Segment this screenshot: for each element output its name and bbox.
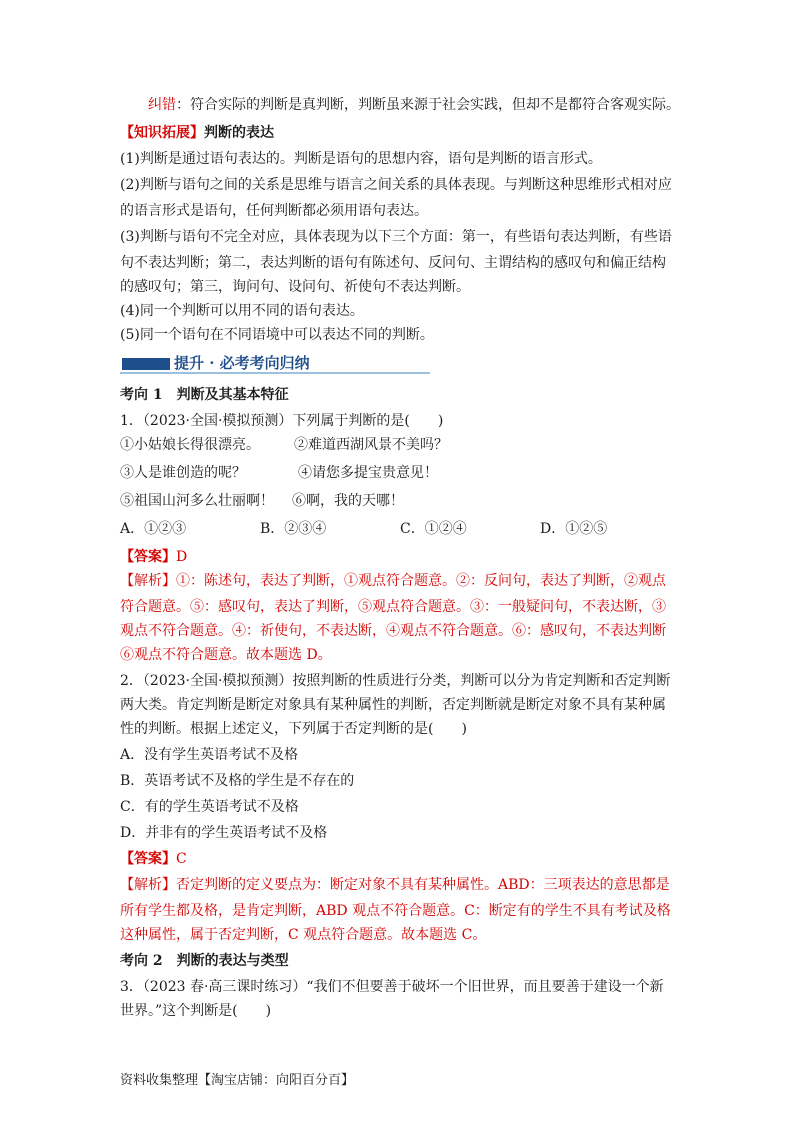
q2-analysis-text-1: 否定判断的定义要点为：断定对象不具有某种属性。ABD：三项表达的意思都是 bbox=[176, 877, 670, 893]
knowledge-heading bbox=[120, 120, 686, 146]
knowledge-line-6: 的感叹句；第三，询问句、设问句、祈使句不表达判断。 bbox=[120, 279, 470, 295]
knowledge-title: 判断的表达 bbox=[204, 125, 274, 141]
q1-analysis-line-3: 观点不符合题意。④：祈使句，不表达断，④观点不符合题意。⑥：感叹句，不表达判断 bbox=[120, 623, 666, 639]
q1-analysis-line-2: 符合题意。⑤：感叹句，表达了判断，⑤观点符合题意。③：一般疑问句，不表达断，③ bbox=[120, 599, 666, 615]
knowledge-line-2: (2)判断与语句之间的关系是思维与语言之间关系的具体表现。与判断这种思维形式相对应 bbox=[120, 177, 672, 193]
q2-analysis-tag: 【解析】 bbox=[120, 877, 176, 893]
q1-item-5: ⑤祖国山河多么壮丽啊！ bbox=[120, 493, 274, 509]
section-banner-block bbox=[122, 358, 170, 370]
q1-option-a: A．①②③ bbox=[120, 521, 187, 537]
q1-answer-tag: 【答案】 bbox=[120, 549, 176, 565]
q1-analysis-line-1 bbox=[120, 568, 686, 594]
q2-option-d: D．并非有的学生英语考试不及格 bbox=[120, 825, 328, 841]
correction-label: 纠错 bbox=[148, 97, 176, 113]
q1-analysis-line-4: ⑥观点不符合题意。故本题选 D。 bbox=[120, 647, 332, 663]
q1-answer bbox=[120, 544, 686, 570]
q1-option-b: B．②③④ bbox=[260, 521, 327, 537]
q2-analysis-line-2: 所有学生都及格，是肯定判断，ABD 观点不符合题意。C：断定有的学生不具有考试及格 bbox=[120, 903, 671, 919]
q1-item-1: ①小姑娘长得很漂亮。 bbox=[120, 437, 260, 453]
knowledge-line-8: (5)同一个语句在不同语境中可以表达不同的判断。 bbox=[120, 327, 434, 343]
q2-stem-line-2: 两大类。肯定判断是断定对象具有某种属性的判断，否定判断就是断定对象不具有某种属 bbox=[120, 697, 666, 713]
q2-analysis-line-3: 这种属性，属于否定判断，C 观点符合题意。故本题选 C。 bbox=[120, 927, 487, 943]
q2-option-b: B．英语考试不及格的学生是不存在的 bbox=[120, 773, 355, 789]
knowledge-line-5: 句不表达判断；第二，表达判断的语句有陈述句、反问句、主谓结构的感叹句和偏正结构 bbox=[120, 255, 666, 271]
knowledge-line-7: (4)同一个判断可以用不同的语句表达。 bbox=[120, 303, 364, 319]
q1-item-6: ⑥啊，我的天哪！ bbox=[292, 493, 404, 509]
q2-answer-tag: 【答案】 bbox=[120, 851, 176, 867]
correction-line bbox=[148, 92, 714, 118]
knowledge-line-1: (1)判断是通过语句表达的。判断是语句的思想内容，语句是判断的语言形式。 bbox=[120, 151, 602, 167]
section-banner bbox=[120, 352, 430, 376]
topic-2-heading: 考向 2 判断的表达与类型 bbox=[120, 953, 289, 969]
knowledge-tag: 【知识拓展】 bbox=[120, 125, 204, 141]
page-footer: 资料收集整理【淘宝店铺：向阳百分百】 bbox=[120, 1073, 355, 1088]
q2-answer bbox=[120, 846, 686, 872]
q1-stem: 1．（2023·全国·模拟预测）下列属于判断的是( ) bbox=[120, 413, 444, 429]
q2-option-c: C．有的学生英语考试不及格 bbox=[120, 799, 299, 815]
knowledge-line-4: (3)判断与语句不完全对应，具体表现为以下三个方面：第一，有些语句表达判断，有些语 bbox=[120, 229, 672, 245]
q2-stem-line-3: 性的判断。根据上述定义，下列属于否定判断的是( ) bbox=[120, 721, 467, 737]
q2-analysis-line-1 bbox=[120, 872, 686, 898]
q1-item-3: ③人是谁创造的呢？ bbox=[120, 465, 246, 481]
q1-answer-value: D bbox=[176, 549, 188, 565]
knowledge-line-3: 的语言形式是语句，任何判断都必须用语句表达。 bbox=[120, 203, 428, 219]
topic-1-heading: 考向 1 判断及其基本特征 bbox=[120, 387, 289, 403]
q2-answer-value: C bbox=[176, 851, 187, 867]
q1-option-c: C．①②④ bbox=[400, 521, 467, 537]
q1-item-4: ④请您多提宝贵意见！ bbox=[298, 465, 438, 481]
section-title: 提升 · 必考考向归纳 bbox=[174, 354, 310, 372]
q2-stem-line-1: 2．（2023·全国·模拟预测）按照判断的性质进行分类，判断可以分为肯定判断和否定判断 bbox=[120, 673, 671, 689]
q3-stem-line-2: 世界。”这个判断是( ) bbox=[120, 1003, 272, 1019]
q1-analysis-tag: 【解析】 bbox=[120, 573, 176, 589]
q1-item-2: ②难道西湖风景不美吗？ bbox=[294, 437, 448, 453]
q3-stem-line-1: 3．（2023 春·高三课时练习）“我们不但要善于破坏一个旧世界，而且要善于建设一个新 bbox=[120, 979, 664, 995]
q2-option-a: A．没有学生英语考试不及格 bbox=[120, 747, 299, 763]
q1-analysis-text-1: ①：陈述句，表达了判断，①观点符合题意。②：反问句，表达了判断，②观点 bbox=[176, 573, 666, 589]
correction-text: ：符合实际的判断是真判断，判断虽来源于社会实践，但却不是都符合客观实际。 bbox=[176, 97, 680, 113]
q1-option-d: D．①②⑤ bbox=[540, 521, 608, 537]
